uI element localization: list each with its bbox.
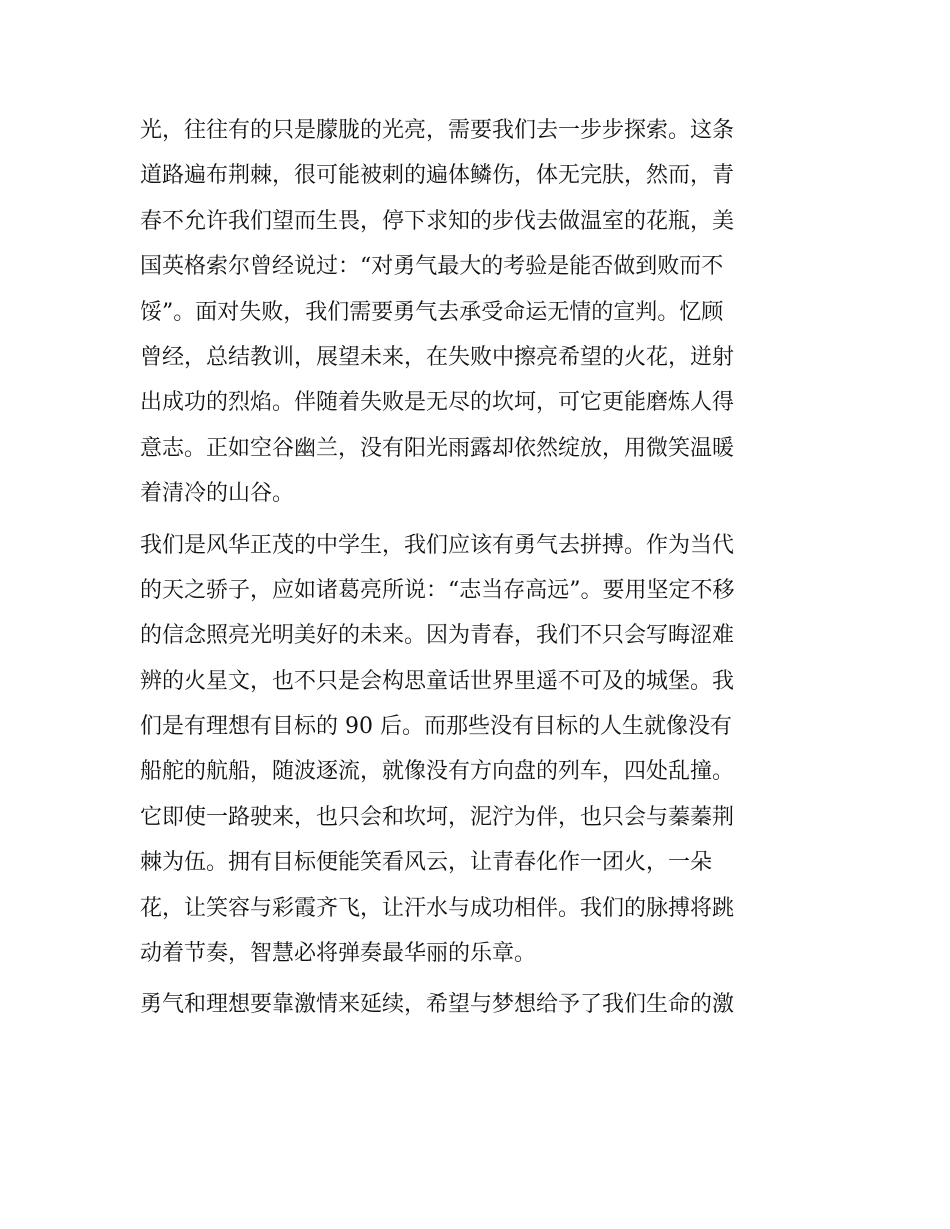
document-body (140, 108, 820, 1028)
text-line: 春不允许我们望而生畏，停下求知的步伐去做温室的花瓶，美 (140, 208, 735, 234)
text-line: 光，往往有的只是朦胧的光亮，需要我们去一步步探索。这条 (140, 118, 735, 143)
text-line: 勇气和理想要靠激情来延续，希望与梦想给予了我们生命的激 (140, 992, 735, 1018)
text-line: 馁”。面对失败，我们需要勇气去承受命运无情的宣判。忆顾 (140, 299, 724, 325)
text-line: 花，让笑容与彩霞齐飞，让汗水与成功相伴。我们的脉搏将跳 (140, 895, 735, 921)
text-line: 的天之骄子，应如诸葛亮所说：“志当存高远”。要用坚定不移 (140, 577, 735, 603)
paragraph-2 (140, 523, 820, 977)
paragraph-1 (140, 108, 820, 517)
text-line: 动着节奏，智慧必将弹奏最华丽的乐章。 (140, 941, 537, 967)
text-line: 出成功的烈焰。伴随着失败是无尽的坎坷，可它更能磨炼人得 (140, 390, 735, 416)
paragraph-3 (140, 982, 820, 1027)
text-line: 着清冷的山谷。 (140, 481, 295, 507)
text-line: 它即使一路驶来，也只会和坎坷，泥泞为伴，也只会与蓁蓁荆 (140, 804, 735, 830)
text-line: 我们是风华正茂的中学生，我们应该有勇气去拼搏。作为当代 (140, 532, 735, 558)
text-line: 意志。正如空谷幽兰，没有阳光雨露却依然绽放，用微笑温暖 (140, 435, 735, 461)
text-line: 们是有理想有目标的 90 后。而那些没有目标的人生就像没有 (140, 714, 732, 740)
text-line: 国英格索尔曾经说过：“对勇气最大的考验是能否做到败而不 (140, 254, 724, 280)
text-line: 道路遍布荆棘，很可能被刺的遍体鳞伤，体无完肤，然而，青 (140, 163, 735, 189)
text-line: 船舵的航船，随波逐流，就像没有方向盘的列车，四处乱撞。 (140, 759, 735, 785)
text-line: 辨的火星文，也不只是会构思童话世界里遥不可及的城堡。我 (140, 668, 735, 694)
text-line: 曾经，总结教训，展望未来，在失败中擦亮希望的火花，迸射 (140, 344, 735, 370)
text-line: 的信念照亮光明美好的未来。因为青春，我们不只会写晦涩难 (140, 623, 735, 649)
text-line: 棘为伍。拥有目标便能笑看风云，让青春化作一团火，一朵 (140, 850, 713, 876)
